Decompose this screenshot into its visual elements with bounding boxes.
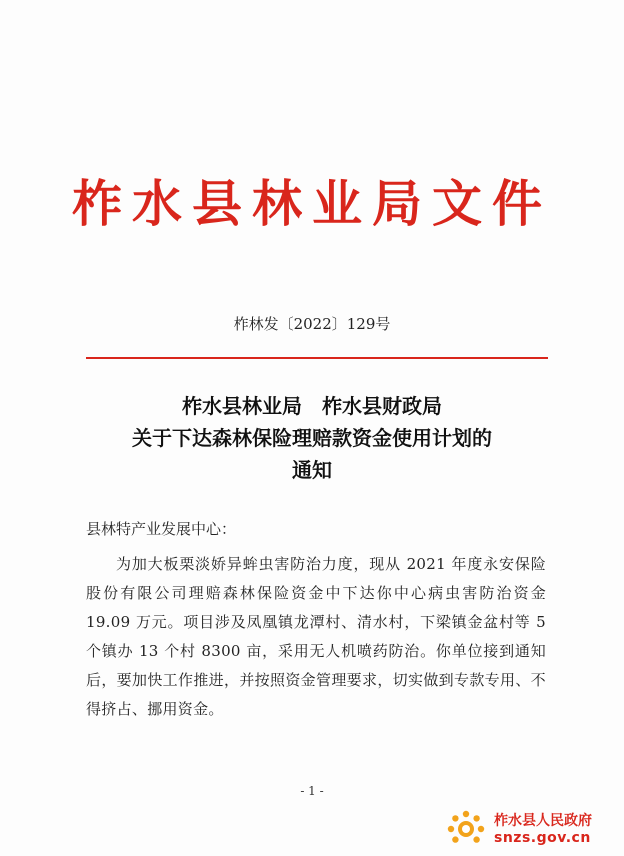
notice-title-line-3: 通知 (292, 458, 332, 482)
notice-title-line-1: 柞水县林业局 柞水县财政局 (182, 394, 442, 418)
body-paragraph: 为加大板栗淡娇异蛑虫害防治力度，现从 2021 年度永安保险股份有限公司理赔森林保险资金中下达你中心病虫害防治资金 19.09 万元。项目涉及凤凰镇龙潭村、清水村，下梁镇金盆村等 5 个镇办 13 个村 8300 亩，采用无人机喷药防治。你单位接到通知后，要加快工作推进，并按照资金管理要求，切实做到专款专用、不得挤占、挪用资金。 (86, 555, 546, 718)
notice-title-line-2: 关于下达森林保险理赔款资金使用计划的 (132, 426, 492, 450)
sunburst-logo-icon (446, 808, 486, 848)
red-divider (86, 357, 548, 359)
addressee: 县林特产业发展中心： (86, 520, 237, 538)
site-watermark (446, 806, 616, 850)
watermark-url[interactable]: snzs.gov.cn (494, 830, 591, 846)
document-number: 柞林发〔2022〕129号 (233, 315, 391, 333)
document-header-title: 柞水县林业局文件 (72, 174, 552, 233)
page-number: - 1 - (300, 784, 324, 798)
watermark-name: 柞水县人民政府 (494, 813, 592, 829)
notice-title (0, 390, 624, 486)
